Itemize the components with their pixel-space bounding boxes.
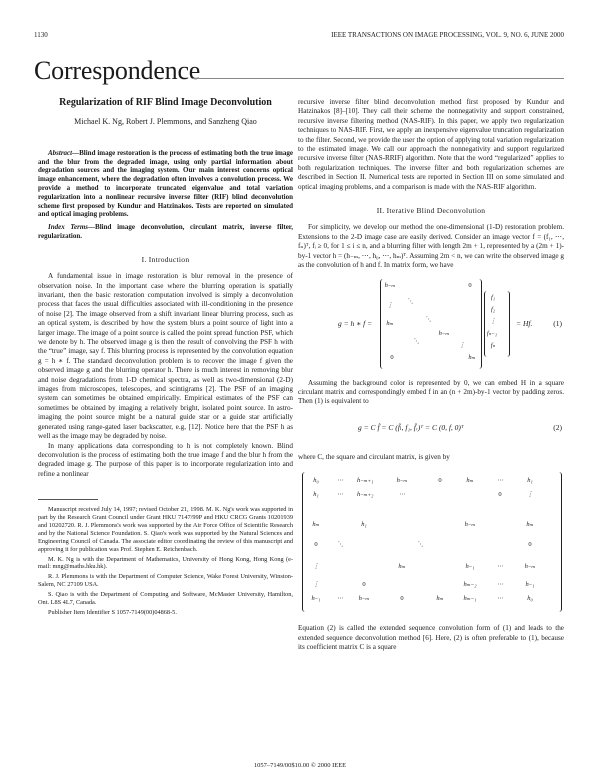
right-column	[298, 98, 564, 652]
section-title: Correspondence	[34, 56, 201, 85]
article-title: Regularization of RIF Blind Image Deconvolution	[59, 97, 272, 108]
authors: Michael K. Ng, Robert J. Plemmons, and Sanzheng Qiao	[74, 117, 257, 127]
introduction-heading: I. Introduction	[141, 254, 190, 264]
journal-header: IEEE TRANSACTIONS ON IMAGE PROCESSING, VOL. 9, NO. 6, JUNE 2000	[331, 31, 564, 39]
matrix-c: h₀ ⋯ h₋ₘ₊₁ h₋ₘ 0 hₘ ⋯ h₁ h₁ ⋯ h₋ₘ₊₂ ⋯ 0 ⋮ hₘ h₁ h₋ₘ hₘ 0 ⋱ ⋱ 0 ⋮ hₘ h₋₁ ⋯ h₋ₘ ⋮ 0 hₘ₋₂ ⋯ h₋₁ h₋₁ ⋯ h₋ₘ 0 hₘ hₘ₋₁ ⋯ h₀	[298, 468, 564, 618]
right-paragraph-3: Assuming the background color is represented by 0, we can embed H in a square circulant matrix and correspondingly embed f in an (n + 2m)-by-1 vector by padding zeros. Then (1) is equivalent to	[298, 378, 564, 406]
equation-2-number: (2)	[553, 422, 562, 432]
page-number: 1130	[34, 31, 48, 39]
section-2-heading: II. Iterative Blind Deconvolution	[376, 206, 486, 216]
vector-f: f₁ f₂ ⋮ fₙ₋₁ fₙ	[484, 291, 510, 357]
equation-1-lhs: g = h ∗ f =	[338, 318, 373, 328]
intro-paragraph-2: In many applications data corresponding to h is not completely known. Blind deconvolution is the process of estimating both the true image f and the blur h from the degraded image g. The purpose of this paper is to incorporate regularization into and refine a nonlinear	[38, 441, 293, 478]
footnote-rule	[38, 499, 98, 500]
equation-1	[298, 277, 564, 373]
copyright-footer: 1057–7149/00$10.00 © 2000 IEEE	[253, 762, 347, 769]
footnote: Publisher Item Identifier S 1057-7149(00)04868-5.	[48, 609, 177, 616]
footnote: S. Qiao is with the Department of Computing and Software, McMaster University, Hamilton, Ont. L8S 4L7, Canada.	[38, 591, 293, 607]
right-paragraph-4: where C, the square and circulant matrix, is given by	[298, 452, 450, 461]
right-paragraph-1: recursive inverse filter blind deconvolution method first proposed by Kundur and Hatzinakos [8]–[10]. They call their scheme the nonnegativity and support constrained, recursive inverse filtering method (NAS-RIF). In this paper, we apply two regularization techniques to NAS-RIF. First, we apply an inexpensive eigenvalue truncation regularization to the filter. Second, we provide the user the option of applying total variation regularization to the estimated image. We call our approach the nonnegativity and support regularized recursive inverse filter (NAS-RRIF) algorithm. Note that the word “regularized” applies to both regularization techniques. The inverse filter and both regularization schemes are described in Section II. Numerical tests are reported in Section III on some simulated and optical imaging problems, and a comparison is made with the NAS-RIF algorithm.	[298, 98, 564, 191]
footnote: M. K. Ng is with the Department of Mathematics, University of Hong Kong, Hong Kong (e-mail: mng@maths.hku.hk).	[38, 555, 293, 571]
right-paragraph-2: For simplicity, we develop our method the one-dimensional (1-D) restoration problem. Extensions to the 2-D image case are easily derived. Consider an image vector f = (f₁, ⋯, fₙ)ᵀ, fᵢ ≥ 0, for 1 ≤ i ≤ n, and a blurring filter with length 2m + 1, represented by a (2m + 1)-by-1 vector h = (h₋ₘ, ⋯, h₀, ⋯, hₘ)ᵀ. Assuming 2m < n, we can write the observed image g as the convolution of h and f. In matrix form, we have	[298, 223, 564, 270]
equation-1-number: (1)	[553, 318, 562, 328]
intro-paragraph-1: A fundamental issue in image restoration is blur removal in the presence of observation noise. In the important case where the blurring operation is spatially invariant, then the basic restoration computation involved is simply a deconvolution process that faces the usual difficulties associated with ill-conditioning in the presence of noise [2]. The image observed from a shift invariant linear blurring process, such as an optical system, is described by how the system blurs a point source of light into a larger image. The image of a point source is called the point spread function PSF, which we denote by h. The observed image g is then the result of convolving the PSF h with the “true” image, say f. This blurring process is represented by the convolution equation g = h ∗ f. The standard deconvolution problem is to recover the image f given the observed image g and the blurring operator h. There is much interest in removing blur and noise degradations from 1-D chemical spectra, as well as two-dimensional (2-D) images from microscopes, telescopes, and scintigrams [2]. The PSF of an imaging system can sometimes be obtained empirically. Empirical estimates of the PSF can sometimes be obtained by imaging a relatively bright, isolated point source. In astro-imaging the point source might be a natural guide star or a guide star artificially generated using range-gated laser backscatter, e.g, [12]. Notice here that the PSF h as well as the image may be degraded by noise.	[38, 272, 293, 441]
right-paragraph-5: Equation (2) is called the extended sequence convolution form of (1) and leads to the extended sequence deconvolution method [6]. Here, (2) is often preferable to (1), because its coefficient matrix C is a square	[298, 624, 564, 651]
footnote: R. J. Plemmons is with the Department of Computer Science, Wake Forest University, Winston-Salem, NC 27109 USA.	[38, 573, 293, 589]
equation-1-rhs: = Hf.	[516, 318, 533, 328]
matrix-h: h₋ₘ 0 ⋮ ⋱ hₘ ⋱ h₋ₘ ⋱ ⋮ 0 hₘ	[380, 279, 482, 369]
footnote: Manuscript received July 14, 1997; revised October 21, 1998. M. K. Ng's work was supported in part by the Research Grant Council under Grant HKU 7147/99P and HKU CRCG Grants 10201939 and 10202720. R. J. Plemmons's work was supported by the Air Force Office of Scientific Research and by the National Science Foundation. S. Qiao's work was supported by the Natural Sciences and Engineering Council of Canada. The associate editor coordinating the review of this manuscript and approving it for publication was Prof. Stephen E. Reichenbach.	[38, 506, 293, 553]
abstract: Abstract—Blind image restoration is the process of estimating both the true image and the blur from the degraded image, using only partial information about degradation sources and the imaging system. Our main interest concerns optical image enhancement, where the degradation often involves a convolution process. We provide a method to incorporate truncated eigenvalue and total variation regularization into a nonlinear recursive inverse filter (RIF) blind deconvolution scheme first proposed by Kundur and Hatzinakos. Tests are reported on simulated and optical imaging problems.	[38, 148, 293, 219]
equation-2	[298, 413, 564, 447]
equation-2-text: g = C f̂ = C (f̂ₗ, f₁, f̂ᵣ)ᵀ = C (0, f, 0)ᵀ	[358, 422, 464, 432]
left-column	[38, 98, 293, 619]
section-rule	[192, 78, 564, 79]
index-terms: Index Terms—Blind image deconvolution, circulant matrix, inverse filter, regularization.	[38, 223, 294, 240]
